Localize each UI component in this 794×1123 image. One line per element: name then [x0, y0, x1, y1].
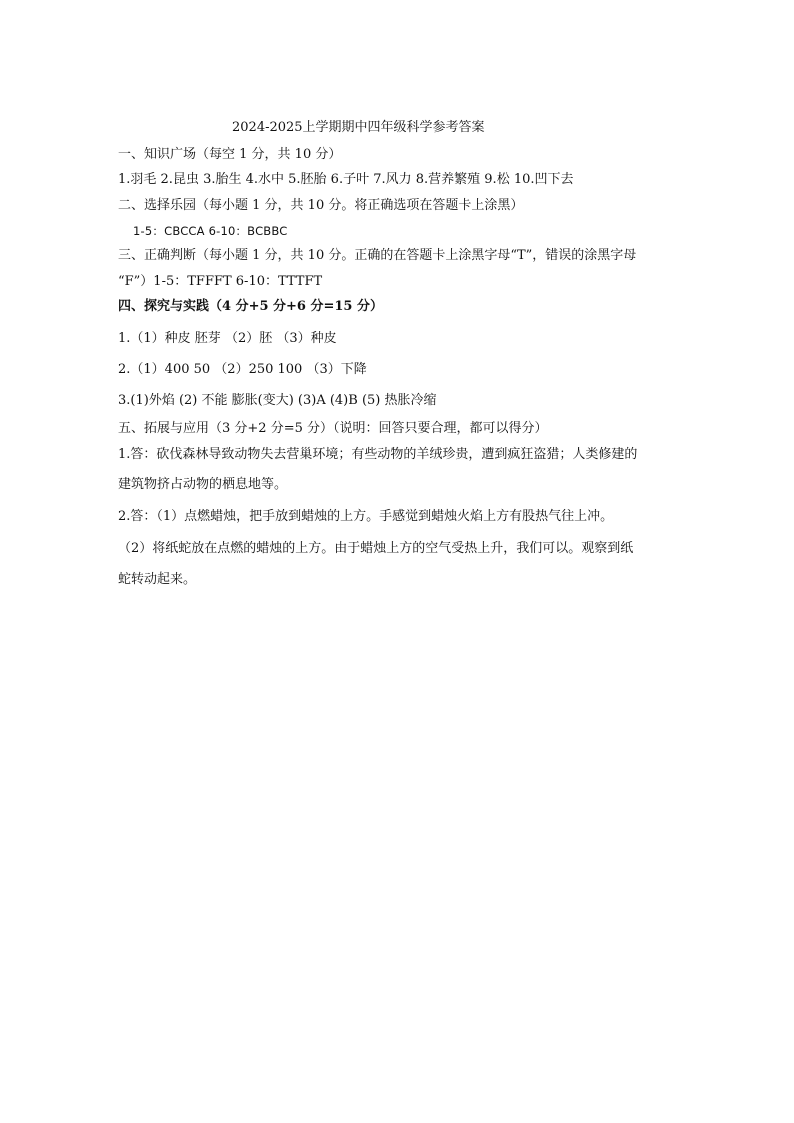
- section-5-answer-2-line-1: 2.答：（1）点燃蜡烛，把手放到蜡烛的上方。手感觉到蜡烛火焰上方有股热气往上冲。: [118, 509, 614, 524]
- section-4-answer-1: 1.（1）种皮 胚芽 （2）胚 （3）种皮: [118, 331, 337, 346]
- section-3-answers: “F”）1-5：TFFFT 6-10：TTTFT: [118, 274, 323, 289]
- section-2-answers: 1-5：CBCCA 6-10：BCBBC: [133, 224, 288, 238]
- section-5-heading-note: （说明：回答只要合理，都可以得分）: [333, 421, 548, 436]
- section-5-heading-main: 五、拓展与应用（3 分+2 分=5 分）: [118, 421, 333, 436]
- section-4-answer-2: 2.（1）400 50 （2）250 100 （3）下降: [118, 362, 367, 377]
- section-3-heading: 三、正确判断（每小题 1 分，共 10 分。正确的在答题卡上涂黑字母“T”，错误的涂黑字母: [118, 248, 637, 263]
- section-5-answer-1-line-2: 建筑物挤占动物的栖息地等。: [118, 477, 288, 492]
- section-5-answer-2-line-3: 蛇转动起来。: [118, 572, 197, 587]
- section-5-heading: [118, 420, 548, 438]
- section-5-answer-1-line-1: 1.答：砍伐森林导致动物失去营巢环境；有些动物的羊绒珍贵，遭到疯狂盗猎；人类修建的: [118, 447, 638, 462]
- section-1-heading: 一、知识广场（每空 1 分，共 10 分）: [118, 147, 342, 162]
- section-5-answer-2-line-2: （2）将纸蛇放在点燃的蜡烛的上方。由于蜡烛上方的空气受热上升，我们可以。观察到纸: [118, 541, 634, 556]
- section-4-answer-3: 3.(1)外焰 (2) 不能 膨胀(变大) (3)A (4)B (5) 热胀冷缩: [118, 393, 437, 408]
- section-1-answers: 1.羽毛 2.昆虫 3.胎生 4.水中 5.胚胎 6.子叶 7.风力 8.营养繁殖 9.松 10.凹下去: [118, 172, 574, 187]
- section-2-heading: 二、选择乐园（每小题 1 分，共 10 分。将正确选项在答题卡上涂黑）: [118, 198, 524, 213]
- section-4-heading: 四、探究与实践（4 分+5 分+6 分=15 分）: [118, 299, 384, 314]
- document-title: 2024-2025上学期期中四年级科学参考答案: [232, 120, 485, 135]
